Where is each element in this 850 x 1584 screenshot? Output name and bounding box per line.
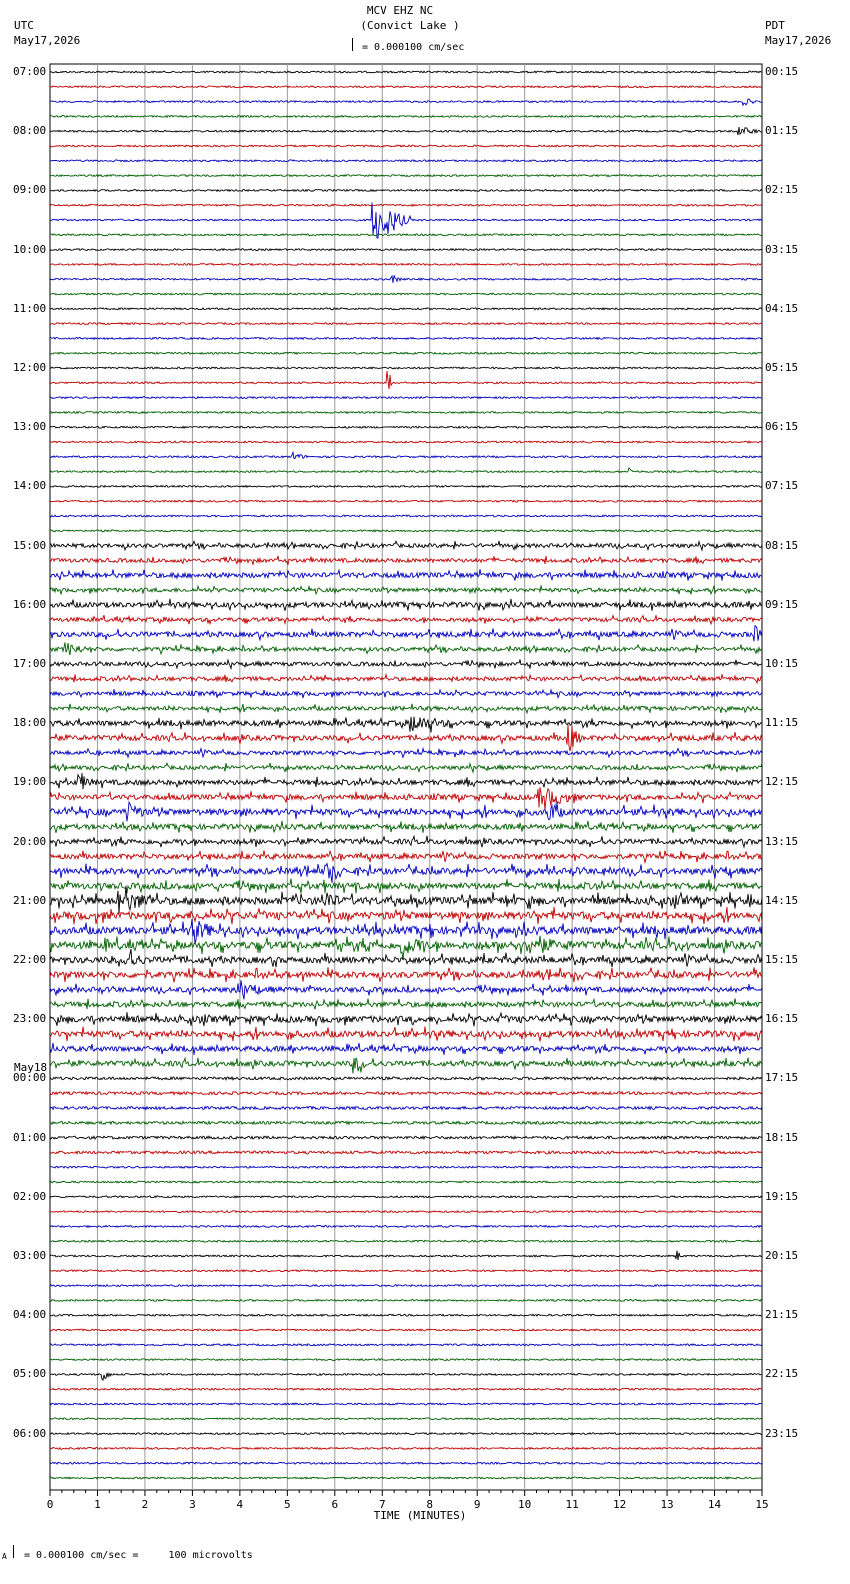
right-hour-label: 05:15 — [765, 361, 799, 374]
x-tick-label: 1 — [94, 1498, 101, 1511]
trace-row — [50, 1226, 762, 1228]
left-hour-label: 07:00 — [13, 65, 47, 78]
trace-row — [50, 569, 762, 580]
left-hour-label: 00:00 — [13, 1071, 47, 1085]
trace-row — [50, 160, 762, 162]
x-tick-label: 6 — [331, 1498, 339, 1511]
trace-row — [50, 86, 762, 88]
right-hour-label: 11:15 — [765, 716, 799, 730]
trace-lines — [50, 71, 762, 1479]
trace-row — [50, 674, 762, 683]
trace-row — [50, 500, 762, 502]
x-tick-label: 15 — [755, 1498, 769, 1511]
trace-row — [50, 116, 762, 118]
left-hour-label: 19:00 — [13, 775, 47, 789]
right-hour-label: 01:15 — [765, 124, 799, 138]
trace-row — [50, 323, 762, 325]
left-hour-label: 13:00 — [13, 420, 47, 434]
right-hour-label: 00:15 — [765, 65, 799, 78]
minute-grid — [50, 64, 762, 1490]
trace-row — [50, 1300, 762, 1302]
right-hour-label: 09:15 — [765, 597, 799, 611]
x-axis — [47, 1490, 769, 1511]
trace-row — [50, 1058, 762, 1074]
trace-row — [50, 1092, 762, 1095]
x-tick-label: 10 — [518, 1498, 532, 1511]
trace-row — [50, 626, 762, 642]
left-hour-label: 18:00 — [13, 716, 47, 730]
trace-row — [50, 949, 762, 967]
trace-row — [50, 234, 762, 236]
right-hour-label: 10:15 — [765, 657, 799, 670]
trace-row — [50, 1285, 762, 1287]
trace-row — [50, 486, 762, 488]
x-tick-label: 14 — [707, 1498, 722, 1511]
trace-row — [50, 275, 762, 283]
trace-row — [50, 1388, 762, 1390]
x-tick-label: 2 — [141, 1498, 149, 1511]
left-hour-label: 01:00 — [13, 1130, 47, 1144]
left-hour-label: 16:00 — [13, 597, 47, 611]
right-hour-label: 07:15 — [765, 479, 799, 493]
trace-row — [50, 586, 762, 595]
right-timezone: PDT — [765, 19, 785, 32]
x-tick-label: 7 — [378, 1498, 386, 1511]
trace-row — [50, 1448, 762, 1450]
plot-frame — [50, 64, 762, 1490]
trace-row — [50, 1196, 762, 1198]
left-hour-label: 05:00 — [13, 1367, 47, 1381]
trace-row — [50, 127, 762, 135]
right-hour-label: 16:15 — [765, 1012, 799, 1026]
trace-row — [50, 1107, 762, 1110]
trace-row — [50, 1329, 762, 1331]
right-hour-label: 18:15 — [765, 1130, 799, 1144]
trace-row — [50, 1240, 762, 1242]
trace-row — [50, 1012, 762, 1026]
trace-row — [50, 773, 762, 789]
trace-row — [50, 689, 762, 698]
trace-row — [50, 145, 762, 147]
date-change-label: May18 — [14, 1061, 48, 1074]
x-tick-label: 9 — [473, 1498, 481, 1511]
trace-row — [50, 704, 762, 713]
trace-row — [50, 864, 762, 883]
scale-bar-icon — [352, 38, 359, 51]
trace-row — [50, 1166, 762, 1168]
right-hour-label: 17:15 — [765, 1071, 799, 1085]
trace-row — [50, 249, 762, 251]
x-tick-label: 5 — [284, 1498, 291, 1511]
footer-scale-text: = 0.000100 cm/sec = 100 microvolts — [24, 1550, 253, 1561]
trace-row — [50, 1314, 762, 1316]
trace-row — [50, 367, 762, 369]
left-hour-label: 11:00 — [13, 301, 47, 315]
trace-row — [50, 936, 762, 960]
right-hour-label: 06:15 — [765, 420, 799, 434]
x-tick-label: 12 — [612, 1498, 627, 1511]
trace-row — [50, 787, 762, 810]
right-hour-label: 14:15 — [765, 893, 799, 907]
x-tick-label: 4 — [236, 1498, 244, 1511]
left-hour-label: 21:00 — [13, 893, 47, 907]
x-tick-label: 3 — [189, 1498, 196, 1511]
x-tick-label: 11 — [565, 1498, 579, 1511]
station-title: MCV EHZ NC — [366, 4, 434, 17]
trace-row — [50, 1462, 762, 1464]
right-hour-label: 15:15 — [765, 953, 799, 966]
left-hour-label: 14:00 — [13, 479, 47, 493]
trace-row — [50, 1181, 762, 1183]
trace-row — [50, 660, 762, 669]
trace-row — [50, 1344, 762, 1346]
trace-row — [50, 599, 762, 611]
trace-row — [50, 886, 762, 914]
left-hour-label: 22:00 — [13, 953, 47, 966]
trace-row — [50, 338, 762, 340]
trace-row — [50, 99, 762, 105]
trace-row — [50, 980, 762, 999]
right-hour-label: 23:15 — [765, 1426, 799, 1440]
trace-row — [50, 1477, 762, 1479]
trace-row — [50, 371, 762, 389]
trace-row — [50, 643, 762, 656]
trace-row — [50, 907, 762, 924]
left-hour-label: 17:00 — [13, 657, 47, 670]
trace-row — [50, 1043, 762, 1055]
trace-row — [50, 1359, 762, 1361]
trace-row — [50, 203, 762, 239]
trace-row — [50, 1151, 762, 1154]
right-hour-label: 04:15 — [765, 301, 799, 315]
trace-row — [50, 1211, 762, 1213]
trace-row — [50, 530, 762, 532]
trace-row — [50, 967, 762, 982]
right-hour-label: 08:15 — [765, 538, 799, 552]
right-hour-label: 19:15 — [765, 1189, 799, 1203]
left-hour-label: 03:00 — [13, 1249, 47, 1262]
left-date: May17,2026 — [14, 34, 81, 47]
left-hour-label: 09:00 — [13, 183, 47, 197]
location-subtitle: (Convict Lake ) — [360, 19, 460, 32]
right-hour-label: 21:15 — [765, 1308, 799, 1322]
trace-row — [50, 1373, 762, 1380]
trace-row — [50, 204, 762, 206]
trace-row — [50, 1270, 762, 1272]
trace-row — [50, 441, 762, 443]
trace-row — [50, 541, 762, 550]
trace-row — [50, 515, 762, 517]
trace-row — [50, 1121, 762, 1124]
left-timezone: UTC — [14, 19, 34, 32]
right-hour-label: 12:15 — [765, 775, 799, 789]
trace-row — [50, 836, 762, 847]
left-hour-label: 08:00 — [13, 124, 47, 138]
left-hour-label: 12:00 — [13, 361, 47, 374]
left-hour-label: 10:00 — [13, 242, 47, 256]
right-date: May17,2026 — [765, 34, 832, 47]
trace-row — [50, 749, 762, 758]
trace-row — [50, 426, 762, 428]
trace-row — [50, 71, 762, 73]
trace-row — [50, 879, 762, 894]
trace-row — [50, 1251, 762, 1260]
trace-row — [50, 308, 762, 310]
trace-row — [50, 264, 762, 266]
x-axis-label: TIME (MINUTES) — [373, 1509, 467, 1522]
trace-row — [50, 1077, 762, 1080]
trace-row — [50, 821, 762, 833]
trace-row — [50, 851, 762, 863]
left-hour-label: 20:00 — [13, 834, 47, 848]
x-tick-label: 8 — [426, 1498, 434, 1511]
trace-row — [50, 724, 762, 751]
footer-prefix: A — [2, 1552, 7, 1561]
trace-row — [50, 717, 762, 733]
trace-row — [50, 1136, 762, 1139]
left-hour-label: 02:00 — [13, 1189, 47, 1203]
x-tick-label: 0 — [46, 1498, 54, 1511]
right-hour-label: 02:15 — [765, 183, 799, 197]
trace-row — [50, 352, 762, 354]
x-tick-label: 13 — [660, 1498, 674, 1511]
trace-row — [50, 1403, 762, 1405]
trace-row — [50, 468, 762, 473]
right-hour-label: 20:15 — [765, 1249, 799, 1262]
scale-text: = 0.000100 cm/sec — [362, 42, 465, 53]
trace-row — [50, 1433, 762, 1435]
right-hour-label: 03:15 — [765, 242, 799, 256]
trace-row — [50, 615, 762, 624]
trace-row — [50, 452, 762, 458]
left-hour-label: 06:00 — [13, 1426, 47, 1440]
trace-row — [50, 1418, 762, 1420]
trace-row — [50, 412, 762, 414]
trace-row — [50, 397, 762, 399]
trace-row — [50, 190, 762, 192]
trace-row — [50, 763, 762, 772]
left-hour-label: 23:00 — [13, 1012, 47, 1026]
trace-row — [50, 998, 762, 1009]
left-hour-label: 15:00 — [13, 538, 47, 552]
footer-scale-bar-icon — [13, 1545, 20, 1558]
right-hour-label: 22:15 — [765, 1367, 799, 1381]
trace-row — [50, 293, 762, 295]
trace-row — [50, 1027, 762, 1042]
right-hour-label: 13:15 — [765, 834, 799, 848]
trace-row — [50, 802, 762, 821]
trace-row — [50, 556, 762, 565]
trace-row — [50, 175, 762, 177]
left-hour-label: 04:00 — [13, 1308, 47, 1322]
